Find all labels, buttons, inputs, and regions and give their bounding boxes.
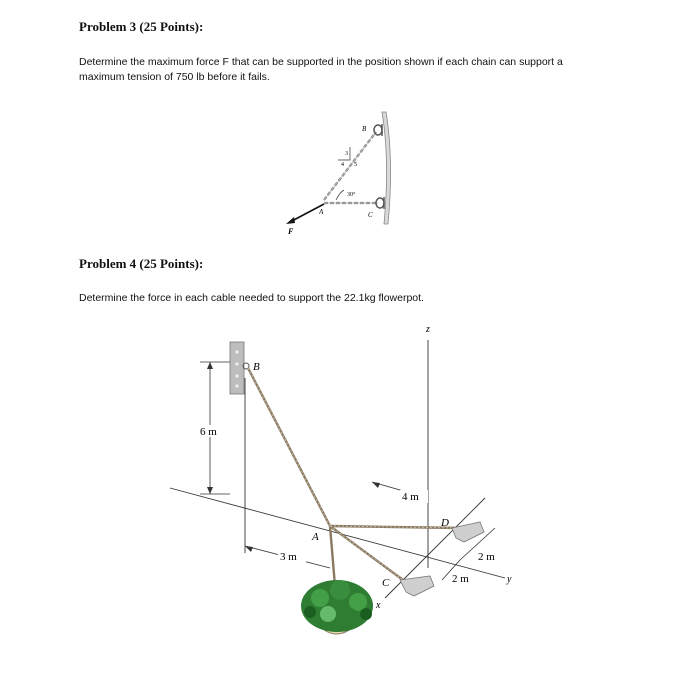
axis-x-label: x [376, 600, 381, 611]
shackle-b [374, 124, 382, 136]
problem-4-figure [160, 318, 530, 653]
problem-3-statement-line-2: maximum tension of 750 lb before it fails. [79, 71, 270, 83]
leaf [304, 606, 316, 618]
leaf [360, 608, 372, 620]
angle-arc [336, 190, 344, 200]
bracket-bolt [235, 384, 238, 387]
bracket-bolt [235, 374, 238, 377]
slope-4-label: 4 [341, 162, 344, 168]
anchor-d [452, 522, 484, 542]
dim-2m-b-label: 2 m [452, 573, 469, 585]
force-f-arrowhead [286, 217, 295, 224]
label-d: D [441, 517, 449, 529]
dim-arrow [245, 546, 253, 552]
problem-4-statement: Determine the force in each cable needed to support the 22.1kg flowerpot. [79, 292, 424, 304]
chain-ab [324, 132, 376, 200]
label-b: B [253, 361, 260, 373]
problem-3-statement [79, 55, 639, 85]
label-c: C [382, 577, 390, 589]
axes [170, 340, 505, 598]
label-f: F [288, 227, 294, 236]
dim-2m-a-label: 2 m [478, 551, 495, 563]
slope-5-label: 5 [354, 162, 357, 168]
angle-label: 30° [347, 192, 356, 198]
bracket-bolt [235, 362, 238, 365]
slope-3-label: 3 [345, 151, 348, 157]
problem-3-figure [270, 100, 400, 240]
label-c: C [368, 211, 373, 219]
dim-arrow [372, 482, 380, 488]
bracket-bolt [235, 350, 238, 353]
axis-z-label: z [426, 324, 430, 335]
leaf [311, 589, 329, 607]
label-b: B [362, 125, 367, 133]
dim-4m-label: 4 m [402, 491, 419, 503]
anchor-c [400, 576, 434, 596]
label-a: A [319, 208, 324, 216]
axis-y-label: y [507, 574, 512, 585]
dim-3m-label: 3 m [280, 551, 297, 563]
problem-4-heading: Problem 4 (25 Points): [79, 256, 204, 271]
problem-3-statement-line-1: Determine the maximum force F that can be supported in the position shown if each chain can support a [79, 56, 563, 68]
leaf [330, 580, 350, 600]
leaf [342, 608, 358, 624]
slope-triangle [338, 147, 350, 160]
dim-arrow [207, 487, 213, 494]
flowerpot [301, 580, 373, 634]
problem-3-heading: Problem 3 (25 Points): [79, 19, 204, 34]
dim-6m-label: 6 m [200, 426, 217, 438]
leaf [320, 606, 336, 622]
dim-arrow [207, 362, 213, 369]
label-a: A [312, 531, 319, 543]
cable-pot [330, 526, 335, 586]
